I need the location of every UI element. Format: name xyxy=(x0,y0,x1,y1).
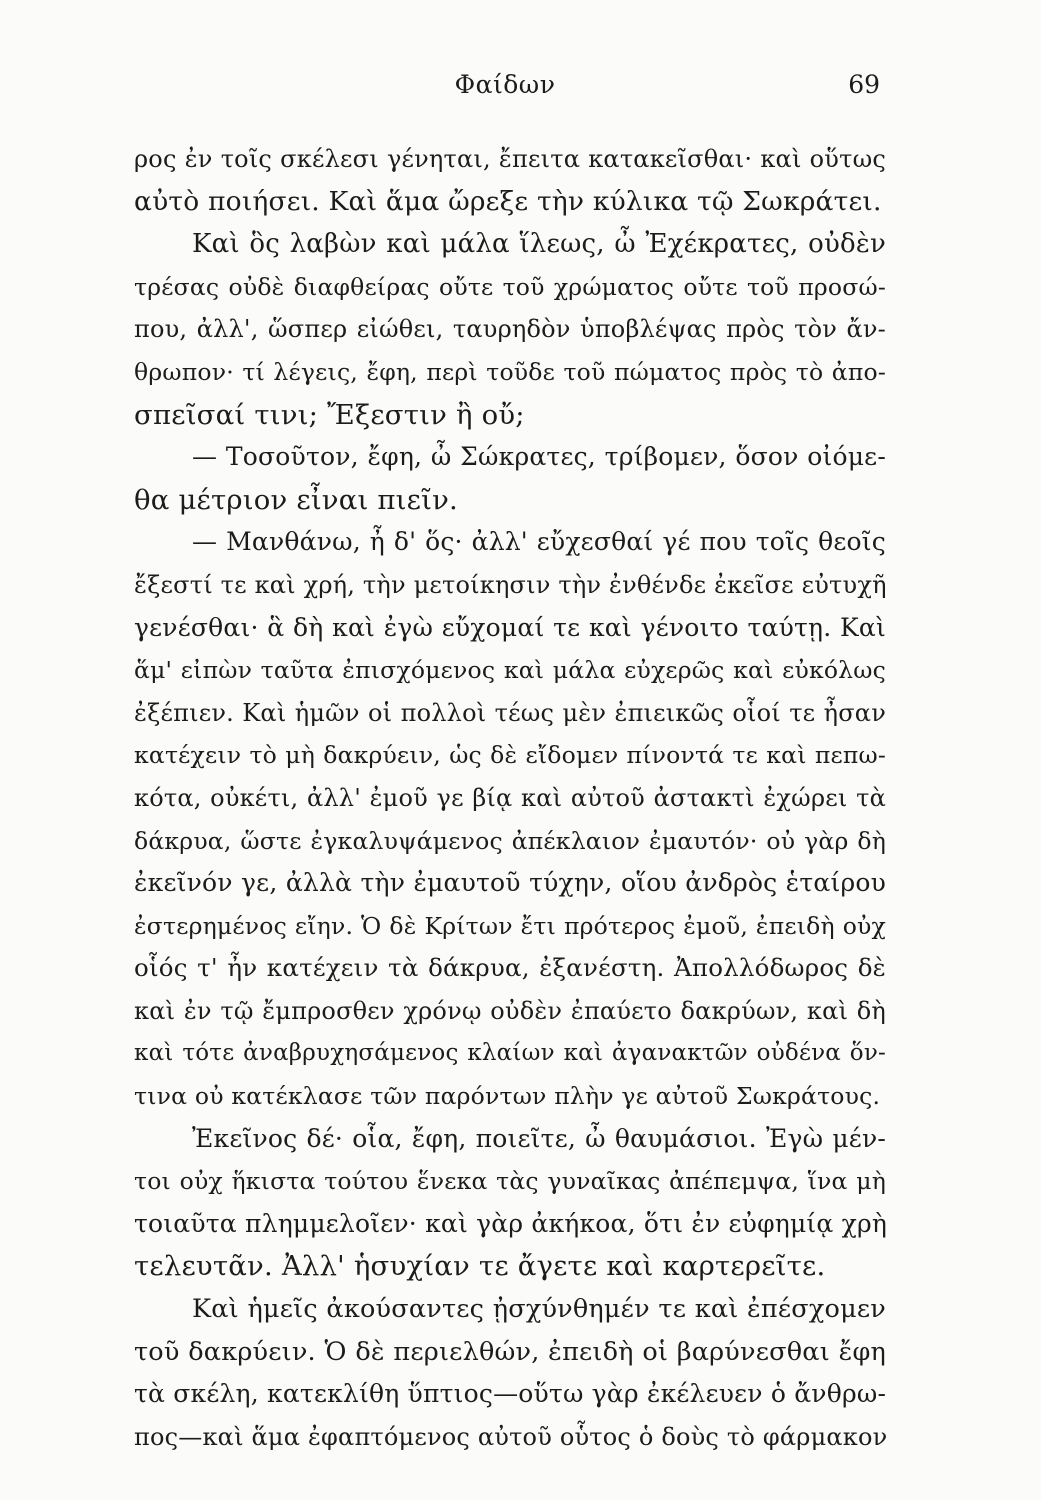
text-line: τινα οὐ κατέκλασε τῶν παρόντων πλὴν γε αὐτοῦ Σωκράτους. xyxy=(134,1082,881,1111)
text-line: πος—καὶ ἅμα ἐφαπτόμενος αὐτοῦ οὗτος ὁ δοὺς τὸ φάρμακον xyxy=(134,1422,888,1451)
text-line: τοῦ δακρύειν. Ὁ δὲ περιελθών, ἐπειδὴ οἱ βαρύνεσθαι ἔφη xyxy=(134,1336,886,1367)
dialogue-line: — Μανθάνω, ἦ δ' ὅς· ἀλλ' εὔχεσθαί γέ που τοῖς θεοῖς xyxy=(192,527,886,557)
text-line: θα μέτριον εἶναι πιεῖν. xyxy=(134,483,458,516)
running-title: Φαίδων xyxy=(454,70,556,99)
text-line: καὶ τότε ἀναβρυχησάμενος κλαίων καὶ ἀγανακτῶν οὐδένα ὅν- xyxy=(134,1040,886,1067)
text-line: καὶ ἐν τῷ ἔμπροσθεν χρόνῳ οὐδὲν ἐπαύετο δακρύων, καὶ δὴ xyxy=(134,996,886,1025)
paragraph-start-line: Καὶ ἡμεῖς ἀκούσαντες ᾐσχύνθημέν τε καὶ ἐπέσχομεν xyxy=(192,1294,886,1325)
text-line: τοι οὐχ ἥκιστα τούτου ἕνεκα τὰς γυναῖκας ἀπέπεμψα, ἵνα μὴ xyxy=(134,1167,886,1196)
text-line: ρος ἐν τοῖς σκέλεσι γένηται, ἔπειτα κατακεῖσθαι· καὶ οὕτως xyxy=(134,145,886,173)
text-line: γενέσθαι· ἃ δὴ καὶ ἐγὼ εὔχομαί τε καὶ γένοιτο ταύτῃ. Καὶ xyxy=(134,612,886,642)
text-line: αὐτὸ ποιήσει. Καὶ ἅμα ὤρεξε τὴν κύλικα τῷ Σωκράτει. xyxy=(134,185,882,217)
text-line: ἐστερημένος εἴην. Ὁ δὲ Κρίτων ἔτι πρότερος ἐμοῦ, ἐπειδὴ οὐχ xyxy=(134,911,886,940)
text-line: κατέχειν τὸ μὴ δακρύειν, ὡς δὲ εἴδομεν πίνοντά τε καὶ πεπω- xyxy=(134,741,886,770)
text-line: ἐκεῖνόν γε, ἀλλὰ τὴν ἐμαυτοῦ τύχην, οἵου ἀνδρὸς ἑταίρου xyxy=(134,868,886,898)
paragraph-start-line: Ἐκεῖνος δέ· οἷα, ἔφη, ποιεῖτε, ὦ θαυμάσιοι. Ἐγὼ μέν- xyxy=(192,1123,886,1153)
text-line: τελευτᾶν. Ἀλλ' ἡσυχίαν τε ἄγετε καὶ καρτερεῖτε. xyxy=(134,1250,826,1283)
text-line: τὰ σκέλη, κατεκλίθη ὕπτιος—οὕτω γὰρ ἐκέλευεν ὁ ἄνθρω- xyxy=(134,1379,887,1409)
page-number: 69 xyxy=(848,70,880,99)
text-line: θρωπον· τί λέγεις, ἔφη, περὶ τοῦδε τοῦ πώματος πρὸς τὸ ἀπο- xyxy=(134,357,886,386)
text-line: που, ἀλλ', ὥσπερ εἰώθει, ταυρηδὸν ὑποβλέψας πρὸς τὸν ἄν- xyxy=(134,315,886,344)
paragraph-start-line: Καὶ ὃς λαβὼν καὶ μάλα ἵλεως, ὦ Ἐχέκρατες, οὐδὲν xyxy=(192,229,886,260)
text-line: ἐξέπιεν. Καὶ ἡμῶν οἱ πολλοὶ τέως μὲν ἐπιεικῶς οἷοί τε ἦσαν xyxy=(134,698,886,727)
text-line: οἷός τ' ἦν κατέχειν τὰ δάκρυα, ἐξανέστη. Ἀπολλόδωρος δὲ xyxy=(134,953,886,983)
text-line: κότα, οὐκέτι, ἀλλ' ἐμοῦ γε βίᾳ καὶ αὐτοῦ ἀστακτὶ ἐχώρει τὰ xyxy=(134,783,886,812)
running-head xyxy=(130,70,880,110)
text-line: τοιαῦτα πλημμελοῖεν· καὶ γὰρ ἀκήκοα, ὅτι ἐν εὐφημίᾳ χρὴ xyxy=(134,1208,888,1238)
text-line: ἔξεστί τε καὶ χρή, τὴν μετοίκησιν τὴν ἐνθένδε ἐκεῖσε εὐτυχῆ xyxy=(134,570,887,599)
body-text xyxy=(134,138,886,1458)
dialogue-line: — Τοσοῦτον, ἔφη, ὦ Σώκρατες, τρίβομεν, ὅσον οἰόμε- xyxy=(192,442,886,472)
text-line: σπεῖσαί τινι; Ἔξεστιν ἢ οὔ; xyxy=(134,398,525,431)
text-line: τρέσας οὐδὲ διαφθείρας οὔτε τοῦ χρώματος οὔτε τοῦ προσώ- xyxy=(134,272,886,301)
text-line: δάκρυα, ὥστε ἐγκαλυψάμενος ἀπέκλαιον ἐμαυτόν· οὐ γὰρ δὴ xyxy=(134,826,886,855)
text-line: ἅμ' εἰπὼν ταῦτα ἐπισχόμενος καὶ μάλα εὐχερῶς καὶ εὐκόλως xyxy=(134,656,886,685)
